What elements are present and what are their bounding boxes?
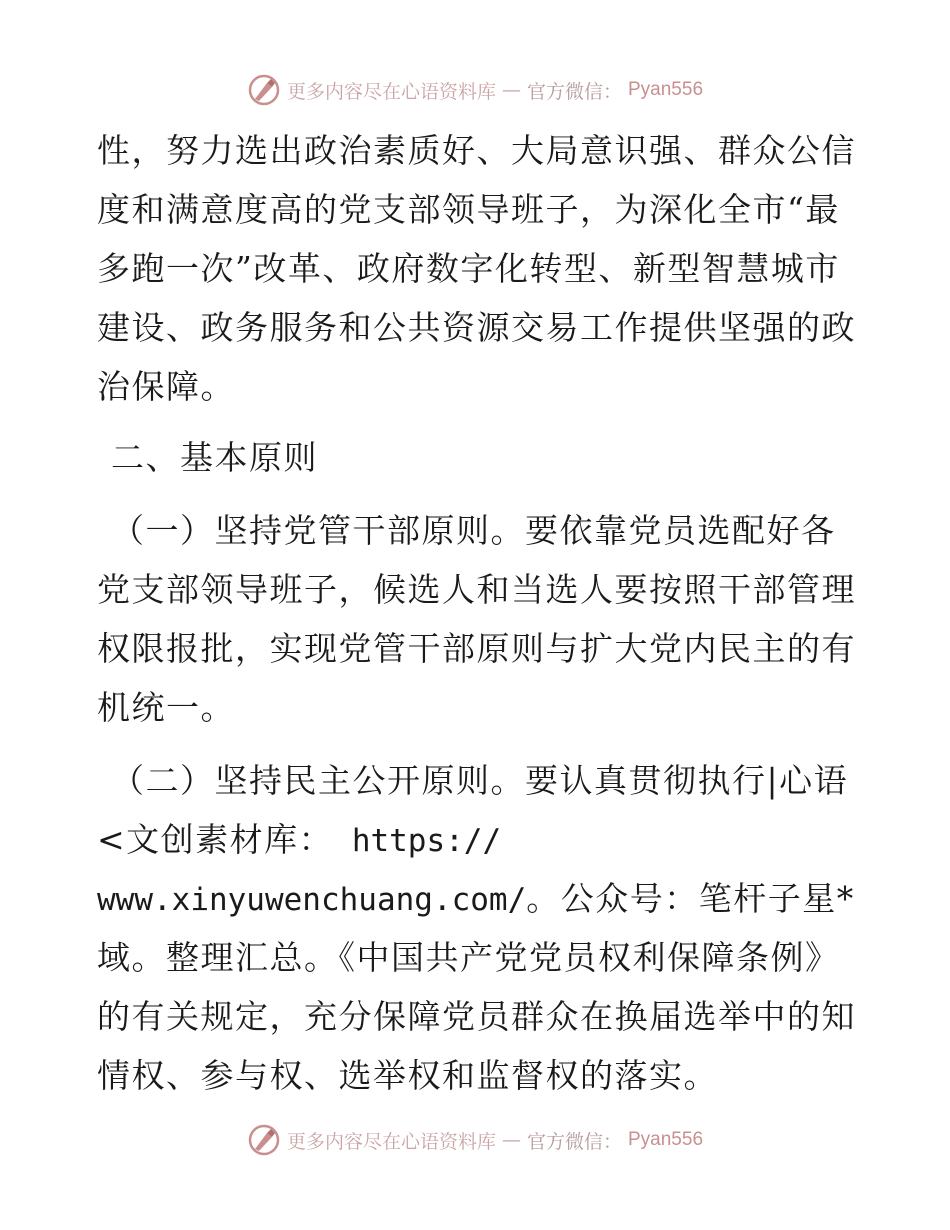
pen-nib-logo-icon <box>247 73 281 107</box>
watermark-brand: 更多内容尽在心语资料库 <box>286 80 496 103</box>
principle-1 <box>97 501 857 737</box>
watermark-wechat-id: Pyan556 <box>628 1129 704 1150</box>
paragraph-line: 治保障。 <box>97 367 235 406</box>
paragraph-line: 权限报批，实现党管干部原则与扩大党内民主的有 <box>97 629 856 668</box>
watermark-wechat-label: 官方微信： <box>526 1130 622 1153</box>
watermark-brand: 更多内容尽在心语资料库 <box>286 1130 496 1153</box>
source-label: <文创素材库： <box>97 820 334 859</box>
paragraph-line: 的有关规定，充分保障党员群众在换届选举中的知 <box>97 997 856 1036</box>
section-heading: 二、基本原则 <box>111 438 318 477</box>
paragraph-line <box>97 869 857 928</box>
paragraph-line: 域。整理汇总。《中国共产党党员权利保障条例》 <box>97 938 840 977</box>
paragraph-line <box>97 810 857 869</box>
watermark-wechat-label: 官方微信： <box>526 80 622 103</box>
source-url: www.xinyuwenchuang.com/ <box>97 882 527 918</box>
watermark-separator: — <box>501 79 521 101</box>
document-body <box>97 121 857 1105</box>
paragraph-line: 多跑一次”改革、政府数字化转型、新型智慧城市 <box>97 249 840 288</box>
pen-nib-logo-icon <box>247 1123 281 1157</box>
paragraph-line: 机统一。 <box>97 688 235 727</box>
paragraph-line: 建设、政务服务和公共资源交易工作提供坚强的政 <box>97 308 856 347</box>
watermark-wechat-id: Pyan556 <box>628 79 704 100</box>
principle-2 <box>97 751 857 1105</box>
paragraph-line: 性，努力选出政治素质好、大局意识强、群众公信 <box>97 131 856 170</box>
account-label: 。公众号：笔杆子星* <box>526 879 855 918</box>
paragraph-1 <box>97 121 857 416</box>
header-watermark <box>0 70 950 110</box>
paragraph-line: （一）坚持党管干部原则。要依靠党员选配好各 <box>111 511 836 550</box>
paragraph-line: 党支部领导班子，候选人和当选人要按照干部管理 <box>97 570 856 609</box>
source-url-part: https:// <box>333 823 502 859</box>
paragraph-line: 情权、参与权、选举权和监督权的落实。 <box>97 1056 718 1095</box>
footer-watermark <box>0 1120 950 1160</box>
paragraph-line: （二）坚持民主公开原则。要认真贯彻执行|心语 <box>111 761 849 800</box>
paragraph-line: 度和满意度高的党支部领导班子，为深化全市“最 <box>97 190 840 229</box>
watermark-separator: — <box>501 1129 521 1151</box>
